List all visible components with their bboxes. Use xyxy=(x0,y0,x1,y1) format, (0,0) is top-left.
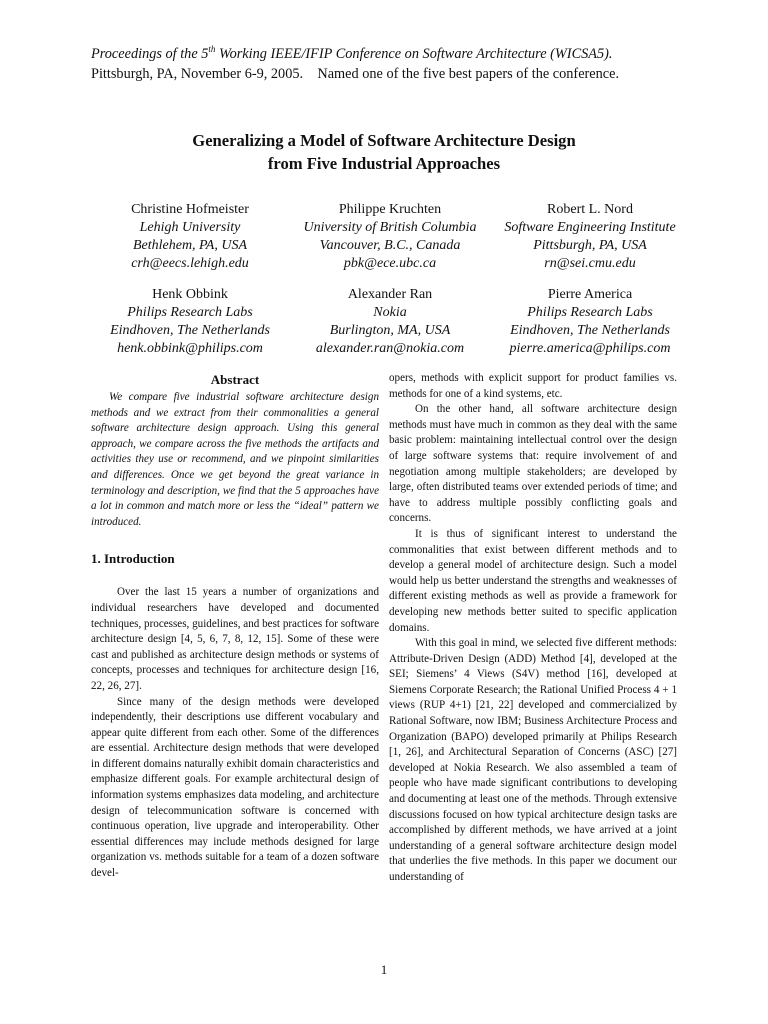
author-location: Burlington, MA, USA xyxy=(329,323,451,338)
author-affiliation: Nokia xyxy=(373,305,407,320)
author-name: Henk Obbink xyxy=(152,287,228,302)
paragraph: Since many of the design methods were developed independently, their descriptions use different vocabulary and appear quite different from each other. Some of the differences are essential. Architecture design methods that were developed in different domains naturally exhibit domain characteristics and emphasize different goals. For example architectural design of information systems emphasizes data modeling, and architecture design of telecommunication software is concerned with continuous operation, live upgrade and interoperability. Other essential differences may include methods designed for large organization vs. methods suitable for a team of a dozen software devel- xyxy=(91,695,379,880)
paragraph: On the other hand, all software architecture design methods must have much in common as they deal with the same basic problem: maintaining intellectual control over the design of large software systems that: require involvement of and negotiation among multiple stakeholders; are developed by large, often distributed teams over extended periods of time; and have to address multiple possibly conflicting goals and concerns. xyxy=(389,403,677,525)
author-affiliation: Philips Research Labs xyxy=(527,305,653,320)
author-email: alexander.ran@nokia.com xyxy=(315,341,465,356)
author-block xyxy=(475,286,705,358)
left-column xyxy=(91,371,379,882)
author-block xyxy=(75,286,305,358)
author-block xyxy=(275,201,505,273)
author-affiliation: Philips Research Labs xyxy=(127,305,253,320)
right-column xyxy=(389,371,677,886)
author-block xyxy=(275,286,505,358)
author-location: Bethlehem, PA, USA xyxy=(132,238,248,253)
author-name: Christine Hofmeister xyxy=(131,202,249,217)
author-affiliation: University of British Columbia xyxy=(303,220,477,235)
author-location: Pittsburgh, PA, USA xyxy=(533,238,647,253)
author-location: Eindhoven, The Netherlands xyxy=(110,323,270,338)
paragraph: Over the last 15 years a number of organizations and individual researchers have developed and documented techniques, processes, guidelines, and best practices for software architecture design [4, 5, 6, 7, 8, 12, 15]. Some of these were cast and published as architecture design methods or systems of concepts, processes and techniques for architecture design [16, 22, 26, 27]. xyxy=(91,586,379,692)
paragraph: It is thus of significant interest to understand the commonalities that exist between different methods and to develop a general model of architecture design. Such a model would help us better understand the strengths and weaknesses of different existing methods as well as provide a framework for developing new methods better suited to specific application domains. xyxy=(389,527,677,634)
header-line-1: Proceedings of the 5th Working IEEE/IFIP Conference on Software Architecture (WICSA5). xyxy=(91,44,613,62)
section-heading-introduction: 1. Introduction xyxy=(91,551,175,567)
author-name: Alexander Ran xyxy=(347,287,433,302)
author-email: pierre.america@philips.com xyxy=(509,341,671,356)
header-line-2: Pittsburgh, PA, November 6-9, 2005. Named one of the five best papers of the conference. xyxy=(91,66,620,82)
abstract-body: We compare five industrial software architecture design methods and we extract from their commonalities a general software architecture design approach. Using this general approach, we compare across the five methods the artifacts and activities they use or recommend, and we pinpoint similarities and differences. Once we get beyond the great variance in terminology and description, we find that the 5 approaches have a lot in common and match more or less the “ideal” pattern we introduced. xyxy=(91,391,379,528)
author-email: henk.obbink@philips.com xyxy=(117,341,263,356)
abstract-heading: Abstract xyxy=(210,372,260,387)
author-email: rn@sei.cmu.edu xyxy=(544,256,636,271)
author-affiliation: Software Engineering Institute xyxy=(504,220,676,235)
author-location: Eindhoven, The Netherlands xyxy=(510,323,670,338)
author-name: Philippe Kruchten xyxy=(338,202,442,217)
author-block xyxy=(75,201,305,273)
author-name: Pierre America xyxy=(547,287,633,302)
author-email: crh@eecs.lehigh.edu xyxy=(131,256,249,271)
proceedings-header xyxy=(91,44,619,84)
author-name: Robert L. Nord xyxy=(547,202,633,217)
author-email: pbk@ece.ubc.ca xyxy=(343,256,437,271)
author-location: Vancouver, B.C., Canada xyxy=(319,238,461,253)
paragraph: opers, methods with explicit support for product families vs. methods for one of a kind systems, etc. xyxy=(389,372,677,400)
paper-title: Generalizing a Model of Software Architecture Design from Five Industrial Approaches xyxy=(192,131,576,173)
author-affiliation: Lehigh University xyxy=(139,220,241,235)
page-number: 1 xyxy=(380,962,388,977)
paragraph: With this goal in mind, we selected five different methods: Attribute-Driven Design (ADD) Method [4], developed at the SEI; Siemens’ 4 Views (S4V) method [16], developed at Siemens Corporate Research; the Rational Unified Process 4 + 1 views (RUP 4+1) [21, 22] developed and commercialized by Rational Software, now IBM; Business Architecture Process and Organization (BAPO) developed primarily at Philips Research [1, 26], and Architectural Separation of Concerns (ASC) [27] developed at Nokia Research. We also assembled a team of people who have made significant contributions to developing and documenting at least one of the methods. Through extensive discussions focused on how typical architecture design tasks are accomplished by different methods, we have arrived at a joint understanding of a general software architecture design model that underlies the five methods. In this paper we document our understanding of xyxy=(389,637,677,883)
author-block xyxy=(475,201,705,273)
